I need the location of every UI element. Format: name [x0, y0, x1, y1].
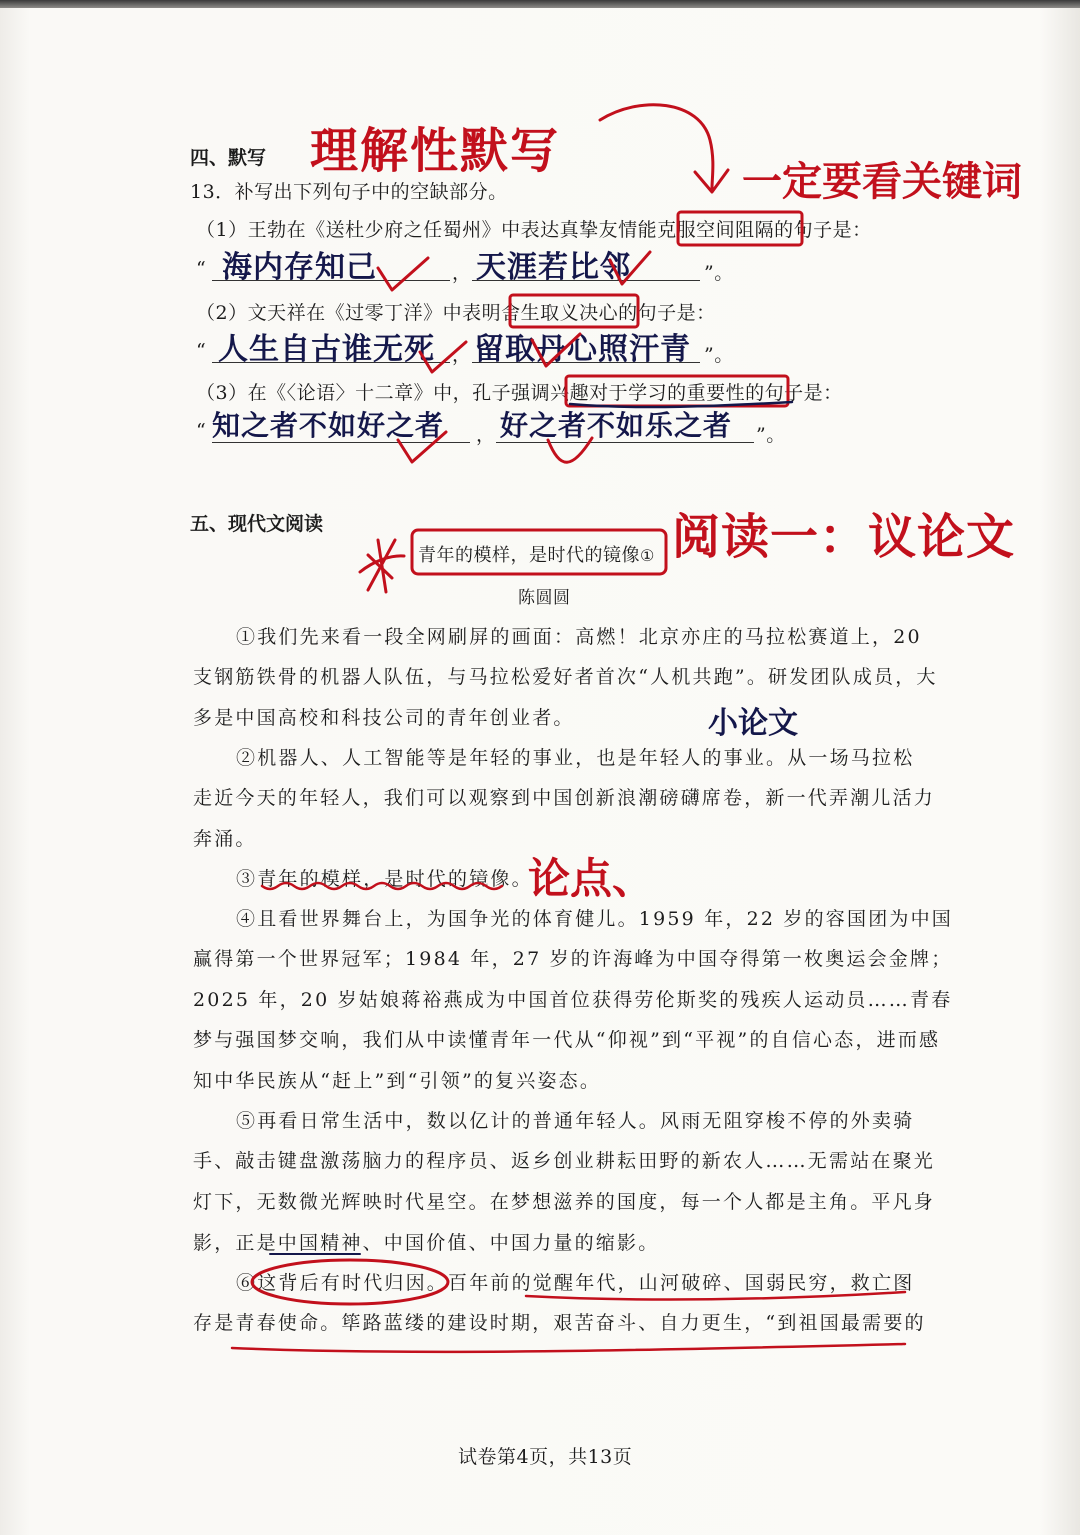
item3-prompt: （3）在《〈论语〉十二章》中，孔子强调兴趣对于学习的重要性的句子是： — [196, 382, 843, 404]
page-footer: 试卷第4页，共13页 — [458, 1446, 633, 1468]
para2-line1: ②机器人、人工智能等是年轻的事业，也是年轻人的事业。从一场马拉松 — [236, 747, 915, 769]
para4-line5: 知中华民族从“赶上”到“引领”的复兴姿态。 — [193, 1070, 602, 1092]
para5-line2: 手、敲击键盘激荡脑力的程序员、返乡创业耕耘田野的新农人……无需站在聚光 — [193, 1150, 936, 1172]
annotation-thesis: 论点、 — [528, 854, 655, 903]
article-title-text: 青年的模样，是时代的镜像 — [418, 545, 640, 566]
item3-answer2: 好之者不如乐之者 — [500, 409, 733, 442]
para6-line2: 存是青春使命。筚路蓝缕的建设时期，艰苦奋斗、自力更生，“到祖国最需要的 — [193, 1312, 926, 1334]
section5-heading: 五、现代文阅读 — [190, 513, 324, 535]
comma: ， — [476, 424, 496, 446]
article-author: 陈圆圆 — [518, 588, 571, 608]
item1-answer2: 天涯若比邻 — [476, 250, 631, 285]
item1-prompt: （1）王勃在《送杜少府之任蜀州》中表达真挚友情能克服空间阻隔的句子是： — [196, 219, 872, 241]
item2-answer2: 留取丹心照汗青 — [474, 332, 691, 367]
section4-heading: 四、默写 — [190, 147, 267, 169]
close-quote: ”。 — [756, 424, 786, 446]
open-quote: “ — [196, 420, 207, 442]
footnote-mark: ① — [640, 546, 655, 565]
item2-prompt: （2）文天祥在《过零丁洋》中表明舍生取义决心的句子是： — [196, 302, 716, 324]
para5-line1: ⑤再看日常生活中，数以亿计的普通年轻人。风雨无阻穿梭不停的外卖骑 — [236, 1110, 915, 1132]
para6-line1: ⑥这背后有时代归因。百年前的觉醒年代，山河破碎、国弱民穷，救亡图 — [236, 1272, 915, 1294]
comma: ， — [452, 344, 472, 366]
red-star-mark — [360, 540, 404, 592]
para1-line1: ①我们先来看一段全网刷屏的画面：高燃！北京亦庄的马拉松赛道上，20 — [236, 626, 922, 648]
para1-line2: 支钢筋铁骨的机器人队伍，与马拉松爱好者首次“人机共跑”。研发团队成员，大 — [193, 666, 938, 688]
para2-line2: 走近今天的年轻人，我们可以观察到中国创新浪潮磅礴席卷，新一代弄潮儿活力 — [193, 787, 936, 809]
para5-line3: 灯下，无数微光辉映时代星空。在梦想滋养的国度，每一个人都是主角。平凡身 — [193, 1191, 936, 1213]
para4-line2: 赢得第一个世界冠军；1984 年，27 岁的许海峰为中国夺得第一枚奥运会金牌； — [193, 948, 953, 970]
para3-line1: ③青年的模样，是时代的镜像。 — [236, 868, 533, 890]
question-13: 13．补写出下列句子中的空缺部分。 — [190, 181, 508, 203]
article-title — [418, 541, 655, 567]
para4-line3: 2025 年，20 岁姑娘蒋裕燕成为中国首位获得劳伦斯奖的残疾人运动员……青春 — [193, 989, 953, 1011]
scan-top-edge — [0, 0, 1080, 8]
open-quote: “ — [196, 340, 207, 362]
annotation-keywords: 一定要看关键词 — [742, 159, 1022, 205]
para4-line4: 梦与强国梦交响，我们从中读懂青年一代从“仰视”到“平视”的自信心态，进而感 — [193, 1029, 941, 1051]
open-quote: “ — [196, 258, 207, 280]
item1-answer1: 海内存知己 — [222, 250, 377, 285]
red-underline — [232, 1344, 905, 1352]
para5-line4: 影，正是中国精神、中国价值、中国力量的缩影。 — [193, 1232, 660, 1254]
para2-line3: 奔涌。 — [193, 828, 257, 850]
annotation-small-essay: 小论文 — [708, 706, 798, 741]
red-check — [378, 258, 428, 290]
item2-answer1: 人生自古谁无死 — [218, 332, 435, 367]
red-arrow-head — [695, 170, 728, 192]
close-quote: ”。 — [704, 344, 734, 366]
annotation-reading-essay: 阅读一：议论文 — [672, 509, 1016, 565]
close-quote: ”。 — [704, 262, 734, 284]
item3-answer1: 知之者不如好之者 — [212, 409, 445, 442]
red-arrow-curve — [600, 105, 713, 188]
annotation-understanding-dictation: 理解性默写 — [310, 123, 561, 179]
para1-line3: 多是中国高校和科技公司的青年创业者。 — [193, 707, 575, 729]
para4-line1: ④且看世界舞台上，为国争光的体育健儿。1959 年，22 岁的容国团为中国 — [236, 908, 954, 930]
comma: ， — [452, 262, 472, 284]
